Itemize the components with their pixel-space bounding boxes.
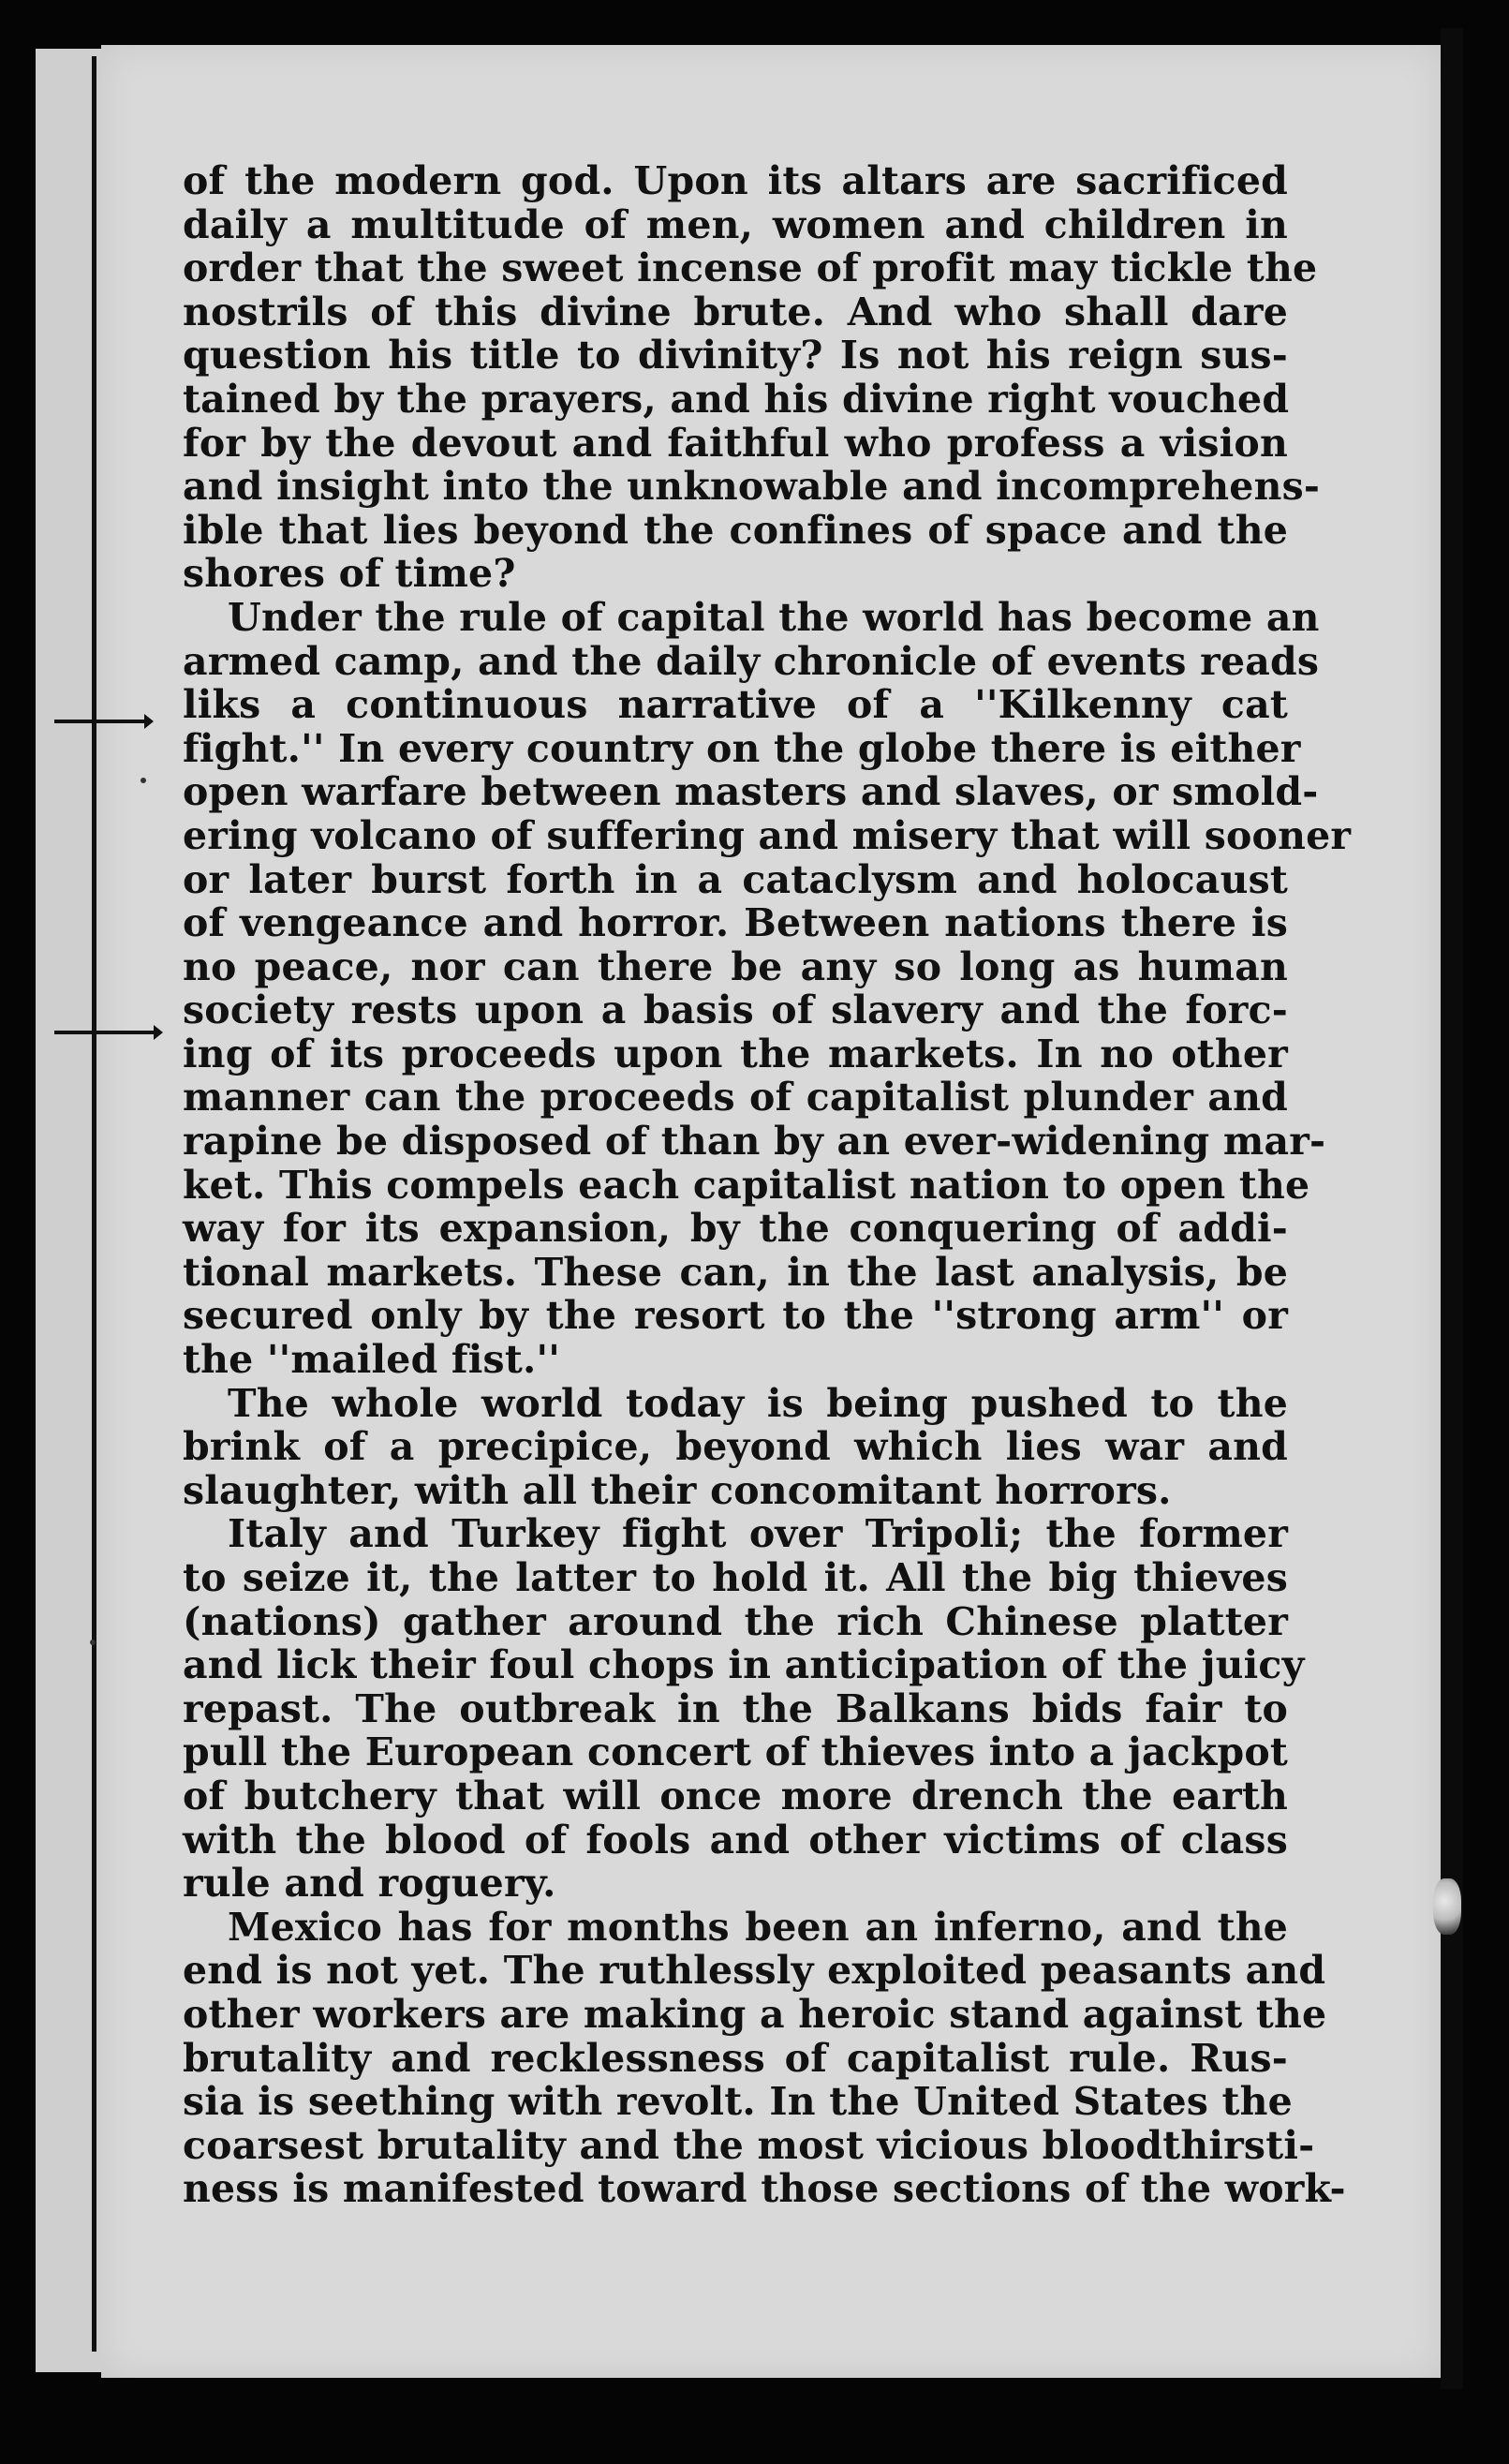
text-line: of vengeance and horror. Between nations there is: [183, 900, 1288, 946]
paper-damage-spot: [1433, 1878, 1461, 1935]
text-line: rule and roguery.: [183, 1861, 556, 1907]
text-line: or later burst forth in a cataclysm and holocaust: [183, 856, 1288, 902]
text-line: and insight into the unknowable and incomprehens-: [183, 464, 1321, 510]
text-line: tained by the prayers, and his divine right vouched: [183, 376, 1290, 422]
page-right-edge: [1441, 28, 1463, 2389]
text-line: way for its expansion, by the conquering of addi-: [183, 1206, 1288, 1252]
text-line: no peace, nor can there be any so long as human: [183, 943, 1288, 989]
text-line: nostrils of this divine brute. And who shall dare: [183, 289, 1288, 334]
body-text: [183, 158, 1352, 2212]
text-line: brink of a precipice, beyond which lies war and: [183, 1424, 1288, 1470]
text-line: rapine be disposed of than by an ever-widening mar-: [183, 1119, 1326, 1165]
text-line: of butchery that will once more drench the earth: [183, 1773, 1288, 1818]
text-line: (nations) gather around the rich Chinese platter: [183, 1598, 1288, 1644]
text-line: to seize it, the latter to hold it. All the big thieves: [183, 1555, 1288, 1600]
text-line: liks a continuous narrative of a ''Kilkenny cat: [183, 682, 1288, 728]
text-line: ible that lies beyond the confines of space and the: [183, 507, 1288, 553]
text-line: daily a multitude of men, women and children in: [183, 201, 1288, 247]
text-line: ering volcano of suffering and misery that will sooner: [183, 812, 1352, 858]
text-line: pull the European concert of thieves into a jackpot: [183, 1729, 1289, 1775]
text-line: end is not yet. The ruthlessly exploited peasants and: [183, 1948, 1326, 1994]
text-line: of the modern god. Upon its altars are sacrificed: [183, 158, 1288, 203]
text-line: manner can the proceeds of capitalist plunder and: [183, 1075, 1288, 1121]
text-line: armed camp, and the daily chronicle of events reads: [183, 638, 1320, 684]
margin-arrow-mark: [54, 720, 148, 723]
text-line: for by the devout and faithful who profess a vision: [183, 420, 1288, 466]
text-line: shores of time?: [183, 551, 516, 597]
text-line: and lick their foul chops in anticipation of the juicy: [183, 1642, 1305, 1688]
text-line: fight.'' In every country on the globe there is either: [183, 725, 1301, 771]
text-line: tional markets. These can, in the last analysis, be: [183, 1249, 1288, 1295]
text-line: secured only by the resort to the ''strong arm'' or: [183, 1293, 1288, 1339]
text-line: sia is seething with revolt. In the United States the: [183, 2079, 1293, 2125]
text-line: coarsest brutality and the most vicious bloodthirsti-: [183, 2122, 1315, 2168]
text-line: with the blood of fools and other victims of class: [183, 1817, 1288, 1863]
text-line: repast. The outbreak in the Balkans bids fair to: [183, 1685, 1288, 1731]
text-line: the ''mailed fist.'': [183, 1337, 560, 1383]
text-line: open warfare between masters and slaves, or smold-: [183, 769, 1319, 815]
text-line: society rests upon a basis of slavery and the forc-: [183, 987, 1288, 1033]
text-line: ket. This compels each capitalist nation to open the: [183, 1162, 1310, 1208]
text-line: order that the sweet incense of profit may tickle the: [183, 245, 1318, 291]
margin-dot: [141, 778, 146, 783]
text-line: brutality and recklessness of capitalist rule. Rus-: [183, 2035, 1288, 2081]
text-line: Italy and Turkey fight over Tripoli; the former: [228, 1511, 1288, 1557]
text-line: ness is manifested toward those sections of the work-: [183, 2166, 1346, 2212]
margin-dot: [90, 1640, 96, 1645]
text-line: other workers are making a heroic stand against the: [183, 1991, 1327, 2037]
text-line: The whole world today is being pushed to the: [228, 1380, 1288, 1426]
text-line: ing of its proceeds upon the markets. In no other: [183, 1031, 1288, 1076]
margin-arrow-mark: [54, 1031, 157, 1034]
text-line: Under the rule of capital the world has become an: [228, 594, 1320, 640]
text-line: question his title to divinity? Is not his reign sus-: [183, 333, 1288, 379]
text-line: Mexico has for months been an inferno, and the: [228, 1904, 1288, 1950]
text-line: slaughter, with all their concomitant horrors.: [183, 1467, 1172, 1513]
binding-rule: [92, 56, 96, 2352]
